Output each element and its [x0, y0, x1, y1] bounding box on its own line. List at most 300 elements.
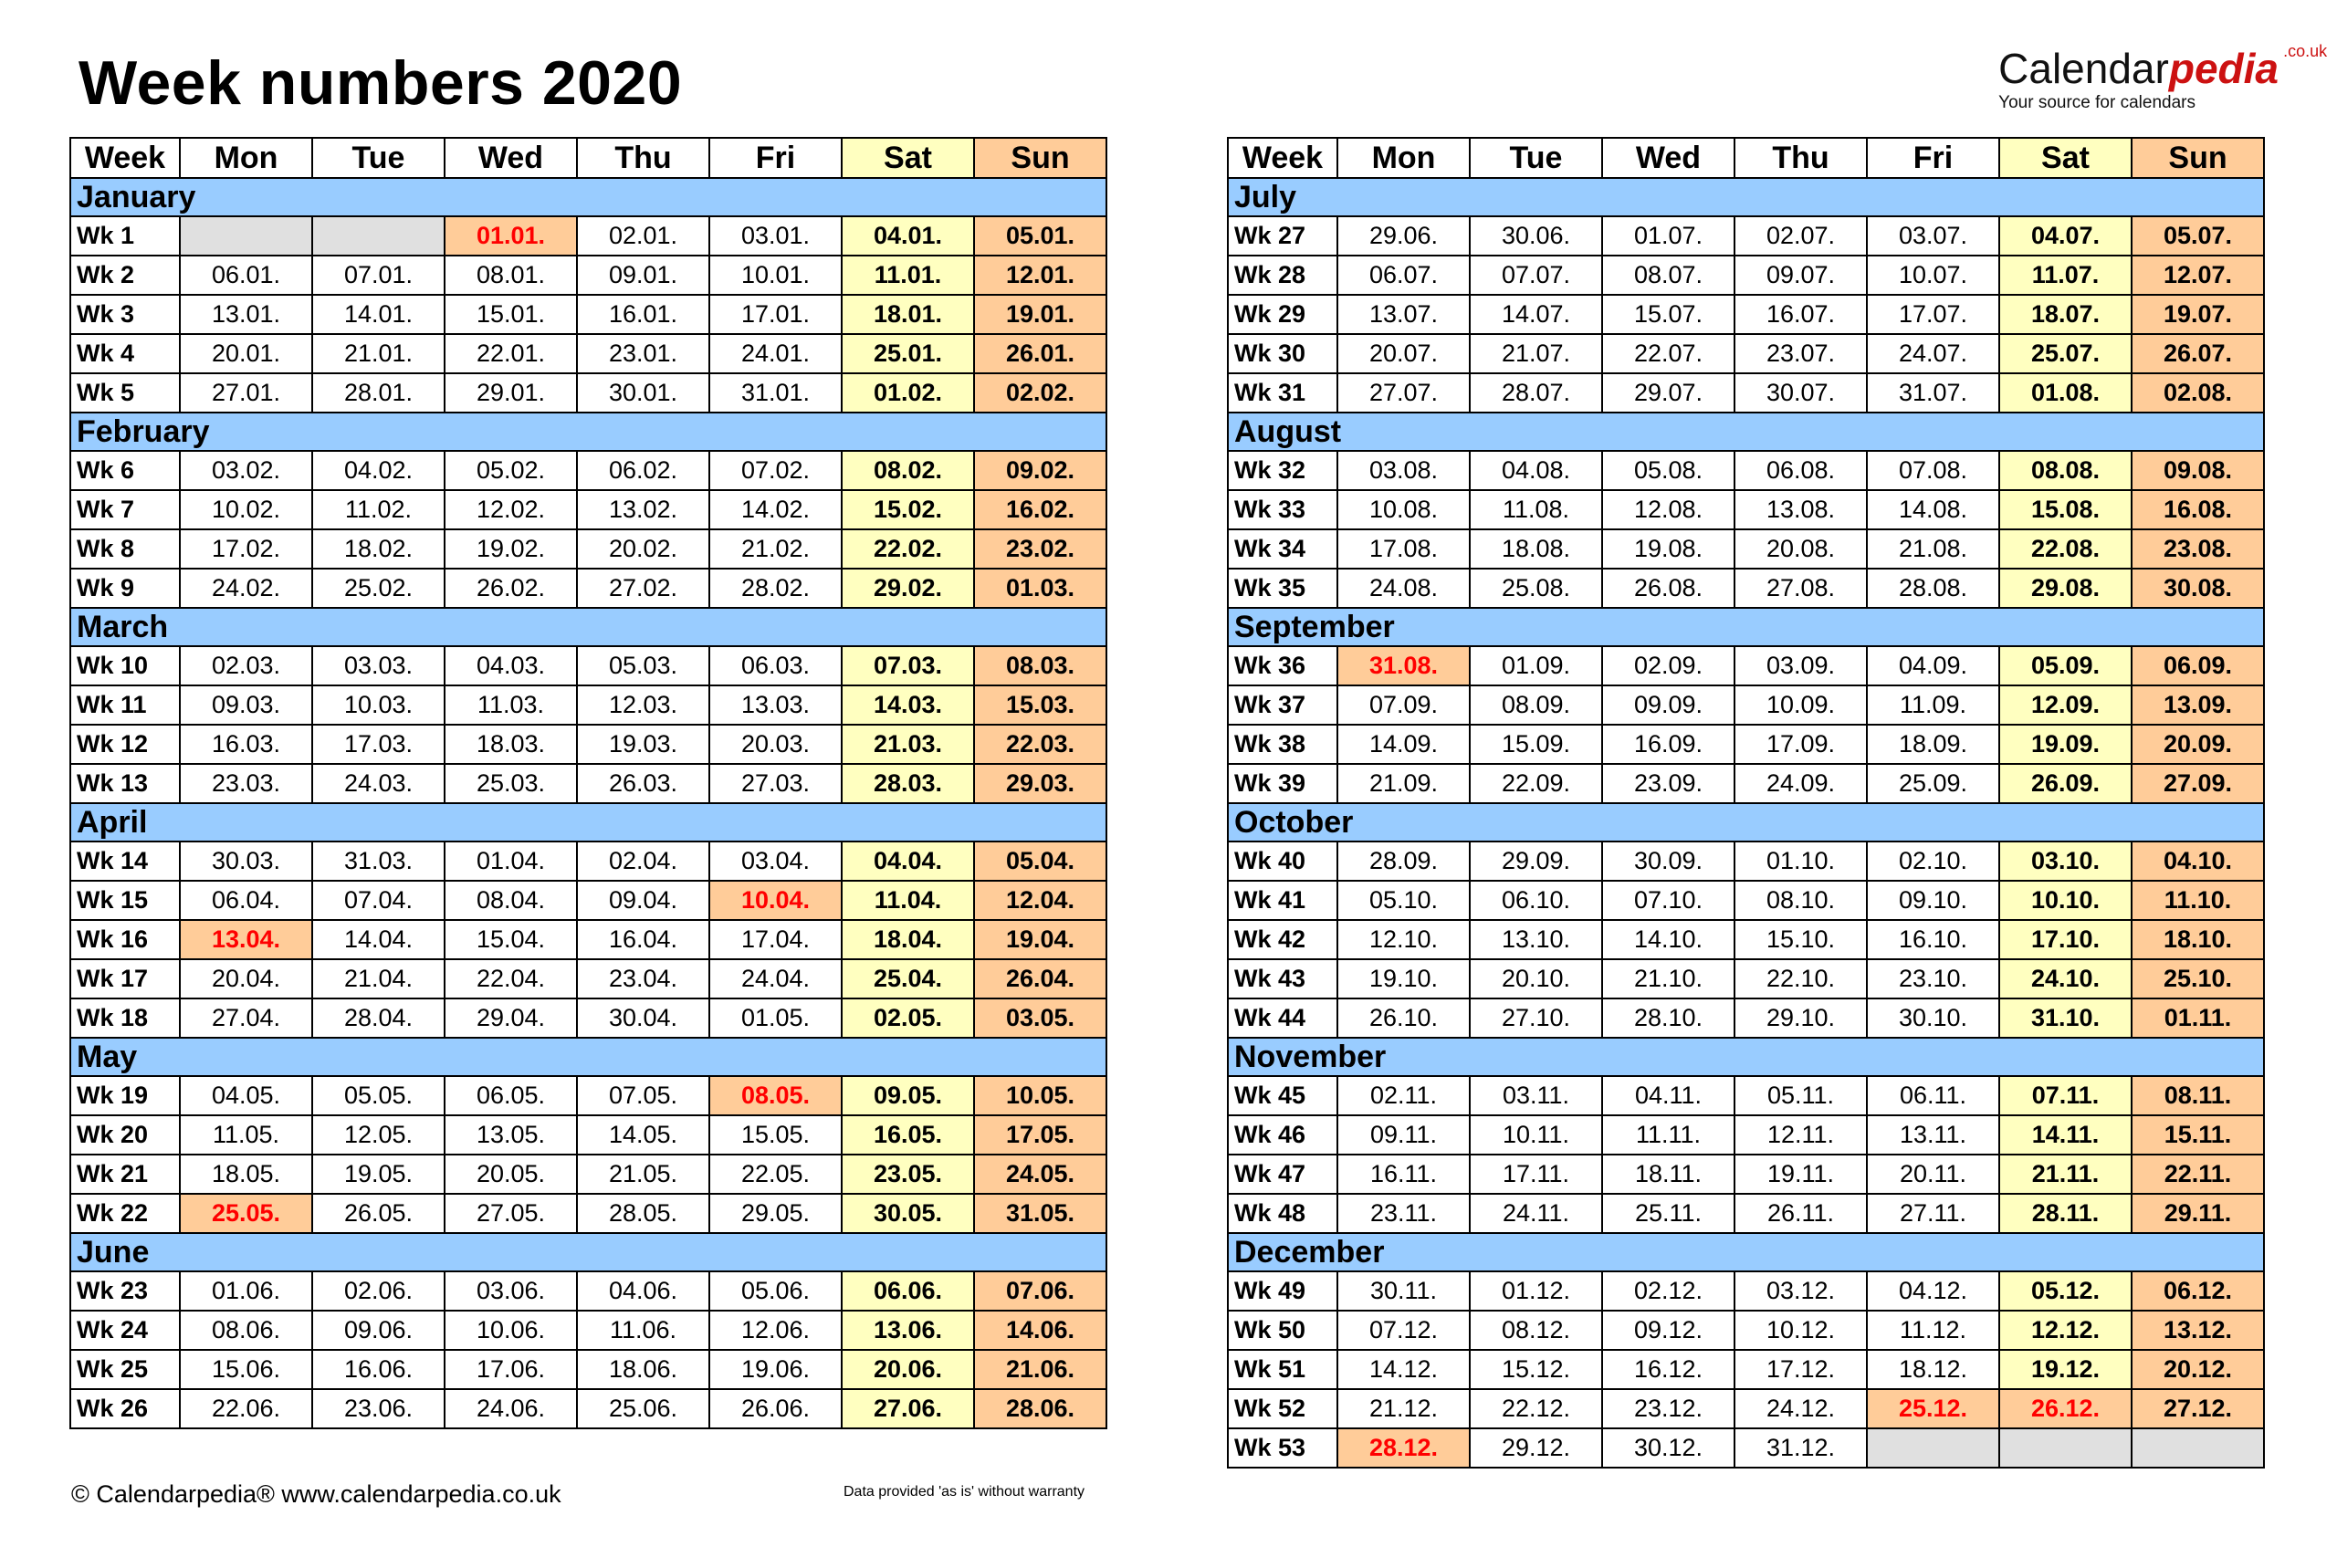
day-cell: 26.10. — [1337, 998, 1470, 1038]
calendar-table-jul-dec — [1227, 137, 2265, 1469]
column-header-tue: Tue — [1470, 138, 1602, 178]
day-cell: 11.03. — [445, 685, 577, 725]
day-cell: 25.01. — [842, 334, 974, 373]
day-cell: 10.03. — [312, 685, 445, 725]
day-cell: 27.04. — [180, 998, 312, 1038]
day-cell: 17.03. — [312, 725, 445, 764]
day-cell: 29.09. — [1470, 841, 1602, 881]
calendarpedia-logo[interactable] — [1998, 42, 2328, 113]
day-cell: 19.08. — [1602, 529, 1734, 569]
day-cell: 17.02. — [180, 529, 312, 569]
day-cell: 19.03. — [577, 725, 709, 764]
day-cell: 13.09. — [2132, 685, 2264, 725]
week-number: Wk 9 — [70, 569, 180, 608]
day-cell: 03.08. — [1337, 451, 1470, 490]
day-cell: 06.11. — [1867, 1076, 1999, 1115]
day-cell: 04.09. — [1867, 646, 1999, 685]
day-cell: 09.07. — [1734, 256, 1867, 295]
week-number: Wk 21 — [70, 1155, 180, 1194]
day-cell: 17.12. — [1734, 1350, 1867, 1389]
week-row — [70, 216, 1106, 256]
day-cell: 09.01. — [577, 256, 709, 295]
month-row — [1228, 608, 2264, 646]
day-cell: 06.04. — [180, 881, 312, 920]
day-cell: 04.07. — [1999, 216, 2132, 256]
week-number: Wk 44 — [1228, 998, 1337, 1038]
week-row — [70, 841, 1106, 881]
day-cell: 11.07. — [1999, 256, 2132, 295]
week-number: Wk 33 — [1228, 490, 1337, 529]
day-cell: 28.02. — [709, 569, 842, 608]
day-cell: 04.02. — [312, 451, 445, 490]
week-row — [70, 1311, 1106, 1350]
day-cell: 13.11. — [1867, 1115, 1999, 1155]
week-number: Wk 36 — [1228, 646, 1337, 685]
day-cell: 27.11. — [1867, 1194, 1999, 1233]
day-cell: 28.06. — [974, 1389, 1106, 1428]
day-cell: 01.02. — [842, 373, 974, 413]
week-row — [70, 998, 1106, 1038]
day-cell: 28.05. — [577, 1194, 709, 1233]
week-number: Wk 49 — [1228, 1271, 1337, 1311]
week-number: Wk 45 — [1228, 1076, 1337, 1115]
day-cell: 07.04. — [312, 881, 445, 920]
month-row — [70, 803, 1106, 841]
day-cell: 09.03. — [180, 685, 312, 725]
day-cell: 18.01. — [842, 295, 974, 334]
day-cell: 10.10. — [1999, 881, 2132, 920]
week-row — [1228, 959, 2264, 998]
day-cell: 08.06. — [180, 1311, 312, 1350]
month-row — [1228, 1233, 2264, 1271]
day-cell: 22.10. — [1734, 959, 1867, 998]
day-cell: 23.03. — [180, 764, 312, 803]
day-cell: 20.04. — [180, 959, 312, 998]
empty-day-cell — [180, 216, 312, 256]
day-cell: 26.09. — [1999, 764, 2132, 803]
week-row — [1228, 1311, 2264, 1350]
day-cell: 07.07. — [1470, 256, 1602, 295]
day-cell: 23.06. — [312, 1389, 445, 1428]
day-cell: 20.06. — [842, 1350, 974, 1389]
day-cell: 04.08. — [1470, 451, 1602, 490]
week-row — [70, 1076, 1106, 1115]
column-header-sun: Sun — [2132, 138, 2264, 178]
day-cell: 13.03. — [709, 685, 842, 725]
week-number: Wk 7 — [70, 490, 180, 529]
day-cell: 31.05. — [974, 1194, 1106, 1233]
day-cell: 05.08. — [1602, 451, 1734, 490]
month-label: April — [70, 803, 1106, 841]
logo-domain: .co.uk — [2283, 42, 2328, 60]
month-row — [1228, 1038, 2264, 1076]
day-cell: 05.05. — [312, 1076, 445, 1115]
week-row — [70, 1194, 1106, 1233]
week-row — [1228, 998, 2264, 1038]
empty-day-cell — [2132, 1428, 2264, 1468]
week-row — [1228, 764, 2264, 803]
day-cell: 24.01. — [709, 334, 842, 373]
day-cell: 24.02. — [180, 569, 312, 608]
week-number: Wk 12 — [70, 725, 180, 764]
day-cell: 23.09. — [1602, 764, 1734, 803]
month-label: September — [1228, 608, 2264, 646]
week-number: Wk 43 — [1228, 959, 1337, 998]
week-number: Wk 16 — [70, 920, 180, 959]
day-cell: 26.08. — [1602, 569, 1734, 608]
day-cell: 24.10. — [1999, 959, 2132, 998]
day-cell: 24.06. — [445, 1389, 577, 1428]
day-cell: 28.07. — [1470, 373, 1602, 413]
day-cell: 06.12. — [2132, 1271, 2264, 1311]
day-cell: 19.06. — [709, 1350, 842, 1389]
day-cell: 07.03. — [842, 646, 974, 685]
week-number: Wk 2 — [70, 256, 180, 295]
day-cell: 12.10. — [1337, 920, 1470, 959]
day-cell: 16.04. — [577, 920, 709, 959]
day-cell: 20.01. — [180, 334, 312, 373]
month-row — [1228, 178, 2264, 216]
week-number: Wk 32 — [1228, 451, 1337, 490]
week-number: Wk 8 — [70, 529, 180, 569]
day-cell: 30.06. — [1470, 216, 1602, 256]
day-cell: 14.09. — [1337, 725, 1470, 764]
day-cell: 21.09. — [1337, 764, 1470, 803]
day-cell: 15.03. — [974, 685, 1106, 725]
week-number: Wk 52 — [1228, 1389, 1337, 1428]
week-number: Wk 51 — [1228, 1350, 1337, 1389]
day-cell: 13.02. — [577, 490, 709, 529]
day-cell: 16.05. — [842, 1115, 974, 1155]
day-cell: 26.06. — [709, 1389, 842, 1428]
month-label: March — [70, 608, 1106, 646]
day-cell: 29.04. — [445, 998, 577, 1038]
day-cell: 20.02. — [577, 529, 709, 569]
column-header-wed: Wed — [1602, 138, 1734, 178]
day-cell: 27.01. — [180, 373, 312, 413]
day-cell: 27.05. — [445, 1194, 577, 1233]
day-cell: 25.04. — [842, 959, 974, 998]
day-cell: 06.05. — [445, 1076, 577, 1115]
day-cell: 28.08. — [1867, 569, 1999, 608]
day-cell: 12.12. — [1999, 1311, 2132, 1350]
day-cell: 06.03. — [709, 646, 842, 685]
day-cell: 12.03. — [577, 685, 709, 725]
day-cell: 12.01. — [974, 256, 1106, 295]
day-cell: 07.02. — [709, 451, 842, 490]
day-cell: 24.11. — [1470, 1194, 1602, 1233]
day-cell: 22.07. — [1602, 334, 1734, 373]
day-cell: 05.11. — [1734, 1076, 1867, 1115]
day-cell: 11.01. — [842, 256, 974, 295]
week-number: Wk 30 — [1228, 334, 1337, 373]
day-cell: 30.11. — [1337, 1271, 1470, 1311]
month-label: October — [1228, 803, 2264, 841]
day-cell: 06.02. — [577, 451, 709, 490]
day-cell: 08.04. — [445, 881, 577, 920]
day-cell: 15.05. — [709, 1115, 842, 1155]
day-cell: 28.10. — [1602, 998, 1734, 1038]
day-cell: 15.02. — [842, 490, 974, 529]
day-cell: 04.05. — [180, 1076, 312, 1115]
day-cell: 04.12. — [1867, 1271, 1999, 1311]
header-row — [70, 138, 1106, 178]
day-cell: 25.07. — [1999, 334, 2132, 373]
week-number: Wk 34 — [1228, 529, 1337, 569]
week-number: Wk 19 — [70, 1076, 180, 1115]
day-cell: 27.12. — [2132, 1389, 2264, 1428]
day-cell: 09.05. — [842, 1076, 974, 1115]
month-row — [70, 178, 1106, 216]
day-cell: 31.12. — [1734, 1428, 1867, 1468]
week-row — [1228, 451, 2264, 490]
day-cell: 10.08. — [1337, 490, 1470, 529]
day-cell: 27.08. — [1734, 569, 1867, 608]
month-row — [70, 1233, 1106, 1271]
week-row — [1228, 685, 2264, 725]
day-cell: 05.12. — [1999, 1271, 2132, 1311]
logo-tagline: Your source for calendars — [1998, 93, 2196, 112]
month-label: November — [1228, 1038, 2264, 1076]
holiday-cell: 13.04. — [180, 920, 312, 959]
column-header-sun: Sun — [974, 138, 1106, 178]
day-cell: 18.03. — [445, 725, 577, 764]
holiday-cell: 01.01. — [445, 216, 577, 256]
day-cell: 29.07. — [1602, 373, 1734, 413]
day-cell: 26.01. — [974, 334, 1106, 373]
day-cell: 19.04. — [974, 920, 1106, 959]
day-cell: 05.03. — [577, 646, 709, 685]
day-cell: 21.12. — [1337, 1389, 1470, 1428]
week-row — [1228, 841, 2264, 881]
day-cell: 23.04. — [577, 959, 709, 998]
calendar-table-jan-jun — [69, 137, 1107, 1429]
day-cell: 22.08. — [1999, 529, 2132, 569]
footer-disclaimer: Data provided 'as is' without warranty — [844, 1484, 1085, 1500]
day-cell: 11.05. — [180, 1115, 312, 1155]
week-row — [1228, 920, 2264, 959]
day-cell: 28.04. — [312, 998, 445, 1038]
week-row — [1228, 256, 2264, 295]
day-cell: 30.08. — [2132, 569, 2264, 608]
day-cell: 30.07. — [1734, 373, 1867, 413]
week-number: Wk 39 — [1228, 764, 1337, 803]
day-cell: 13.08. — [1734, 490, 1867, 529]
week-row — [1228, 334, 2264, 373]
day-cell: 22.03. — [974, 725, 1106, 764]
day-cell: 15.04. — [445, 920, 577, 959]
day-cell: 03.07. — [1867, 216, 1999, 256]
week-row — [70, 451, 1106, 490]
month-label: December — [1228, 1233, 2264, 1271]
day-cell: 03.11. — [1470, 1076, 1602, 1115]
day-cell: 21.03. — [842, 725, 974, 764]
column-header-mon: Mon — [180, 138, 312, 178]
day-cell: 16.07. — [1734, 295, 1867, 334]
day-cell: 15.12. — [1470, 1350, 1602, 1389]
day-cell: 10.06. — [445, 1311, 577, 1350]
week-row — [70, 295, 1106, 334]
day-cell: 03.02. — [180, 451, 312, 490]
day-cell: 14.10. — [1602, 920, 1734, 959]
week-row — [1228, 1350, 2264, 1389]
day-cell: 24.05. — [974, 1155, 1106, 1194]
day-cell: 10.07. — [1867, 256, 1999, 295]
day-cell: 26.04. — [974, 959, 1106, 998]
day-cell: 06.10. — [1470, 881, 1602, 920]
day-cell: 14.01. — [312, 295, 445, 334]
day-cell: 25.02. — [312, 569, 445, 608]
week-row — [70, 334, 1106, 373]
day-cell: 28.03. — [842, 764, 974, 803]
week-number: Wk 24 — [70, 1311, 180, 1350]
week-row — [1228, 373, 2264, 413]
day-cell: 20.03. — [709, 725, 842, 764]
week-number: Wk 23 — [70, 1271, 180, 1311]
week-row — [70, 685, 1106, 725]
week-number: Wk 28 — [1228, 256, 1337, 295]
day-cell: 10.02. — [180, 490, 312, 529]
day-cell: 26.03. — [577, 764, 709, 803]
day-cell: 19.02. — [445, 529, 577, 569]
column-header-tue: Tue — [312, 138, 445, 178]
day-cell: 13.06. — [842, 1311, 974, 1350]
day-cell: 25.11. — [1602, 1194, 1734, 1233]
week-row — [1228, 881, 2264, 920]
day-cell: 26.05. — [312, 1194, 445, 1233]
day-cell: 25.09. — [1867, 764, 1999, 803]
day-cell: 21.11. — [1999, 1155, 2132, 1194]
day-cell: 11.12. — [1867, 1311, 1999, 1350]
day-cell: 19.09. — [1999, 725, 2132, 764]
day-cell: 18.04. — [842, 920, 974, 959]
week-row — [70, 920, 1106, 959]
day-cell: 31.03. — [312, 841, 445, 881]
week-row — [70, 1155, 1106, 1194]
day-cell: 26.02. — [445, 569, 577, 608]
column-header-wed: Wed — [445, 138, 577, 178]
week-number: Wk 20 — [70, 1115, 180, 1155]
day-cell: 17.08. — [1337, 529, 1470, 569]
day-cell: 25.06. — [577, 1389, 709, 1428]
week-row — [1228, 1076, 2264, 1115]
day-cell: 01.07. — [1602, 216, 1734, 256]
day-cell: 30.04. — [577, 998, 709, 1038]
day-cell: 18.08. — [1470, 529, 1602, 569]
week-row — [70, 256, 1106, 295]
week-row — [1228, 1194, 2264, 1233]
day-cell: 21.04. — [312, 959, 445, 998]
week-number: Wk 4 — [70, 334, 180, 373]
day-cell: 04.06. — [577, 1271, 709, 1311]
column-header-thu: Thu — [577, 138, 709, 178]
day-cell: 01.03. — [974, 569, 1106, 608]
day-cell: 03.04. — [709, 841, 842, 881]
day-cell: 29.05. — [709, 1194, 842, 1233]
holiday-cell: 08.05. — [709, 1076, 842, 1115]
week-row — [70, 725, 1106, 764]
day-cell: 24.09. — [1734, 764, 1867, 803]
day-cell: 10.09. — [1734, 685, 1867, 725]
day-cell: 20.07. — [1337, 334, 1470, 373]
month-label: May — [70, 1038, 1106, 1076]
day-cell: 15.06. — [180, 1350, 312, 1389]
day-cell: 18.05. — [180, 1155, 312, 1194]
day-cell: 12.05. — [312, 1115, 445, 1155]
day-cell: 08.01. — [445, 256, 577, 295]
month-label: February — [70, 413, 1106, 451]
day-cell: 14.03. — [842, 685, 974, 725]
month-label: August — [1228, 413, 2264, 451]
column-header-week: Week — [70, 138, 180, 178]
day-cell: 29.10. — [1734, 998, 1867, 1038]
week-row — [1228, 216, 2264, 256]
week-row — [70, 1115, 1106, 1155]
day-cell: 12.07. — [2132, 256, 2264, 295]
month-label: July — [1228, 178, 2264, 216]
day-cell: 16.08. — [2132, 490, 2264, 529]
day-cell: 08.12. — [1470, 1311, 1602, 1350]
day-cell: 18.10. — [2132, 920, 2264, 959]
day-cell: 15.11. — [2132, 1115, 2264, 1155]
day-cell: 01.08. — [1999, 373, 2132, 413]
day-cell: 13.10. — [1470, 920, 1602, 959]
day-cell: 12.09. — [1999, 685, 2132, 725]
day-cell: 18.11. — [1602, 1155, 1734, 1194]
day-cell: 09.02. — [974, 451, 1106, 490]
day-cell: 03.06. — [445, 1271, 577, 1311]
day-cell: 11.11. — [1602, 1115, 1734, 1155]
day-cell: 29.03. — [974, 764, 1106, 803]
day-cell: 08.09. — [1470, 685, 1602, 725]
week-number: Wk 14 — [70, 841, 180, 881]
day-cell: 14.04. — [312, 920, 445, 959]
day-cell: 13.12. — [2132, 1311, 2264, 1350]
day-cell: 13.07. — [1337, 295, 1470, 334]
day-cell: 17.10. — [1999, 920, 2132, 959]
day-cell: 05.06. — [709, 1271, 842, 1311]
day-cell: 10.05. — [974, 1076, 1106, 1115]
day-cell: 19.12. — [1999, 1350, 2132, 1389]
day-cell: 17.07. — [1867, 295, 1999, 334]
day-cell: 28.01. — [312, 373, 445, 413]
week-row — [1228, 569, 2264, 608]
day-cell: 29.12. — [1470, 1428, 1602, 1468]
month-label: January — [70, 178, 1106, 216]
day-cell: 01.04. — [445, 841, 577, 881]
week-number: Wk 29 — [1228, 295, 1337, 334]
day-cell: 25.03. — [445, 764, 577, 803]
day-cell: 29.06. — [1337, 216, 1470, 256]
day-cell: 30.12. — [1602, 1428, 1734, 1468]
day-cell: 23.08. — [2132, 529, 2264, 569]
empty-day-cell — [1867, 1428, 1999, 1468]
week-row — [1228, 1271, 2264, 1311]
week-row — [1228, 295, 2264, 334]
week-row — [70, 1350, 1106, 1389]
column-header-sat: Sat — [1999, 138, 2132, 178]
footer-copyright: © Calendarpedia® www.calendarpedia.co.uk — [71, 1480, 561, 1508]
day-cell: 22.04. — [445, 959, 577, 998]
week-row — [1228, 1428, 2264, 1468]
day-cell: 27.03. — [709, 764, 842, 803]
day-cell: 15.08. — [1999, 490, 2132, 529]
day-cell: 29.08. — [1999, 569, 2132, 608]
week-number: Wk 3 — [70, 295, 180, 334]
day-cell: 03.12. — [1734, 1271, 1867, 1311]
week-number: Wk 35 — [1228, 569, 1337, 608]
day-cell: 08.10. — [1734, 881, 1867, 920]
